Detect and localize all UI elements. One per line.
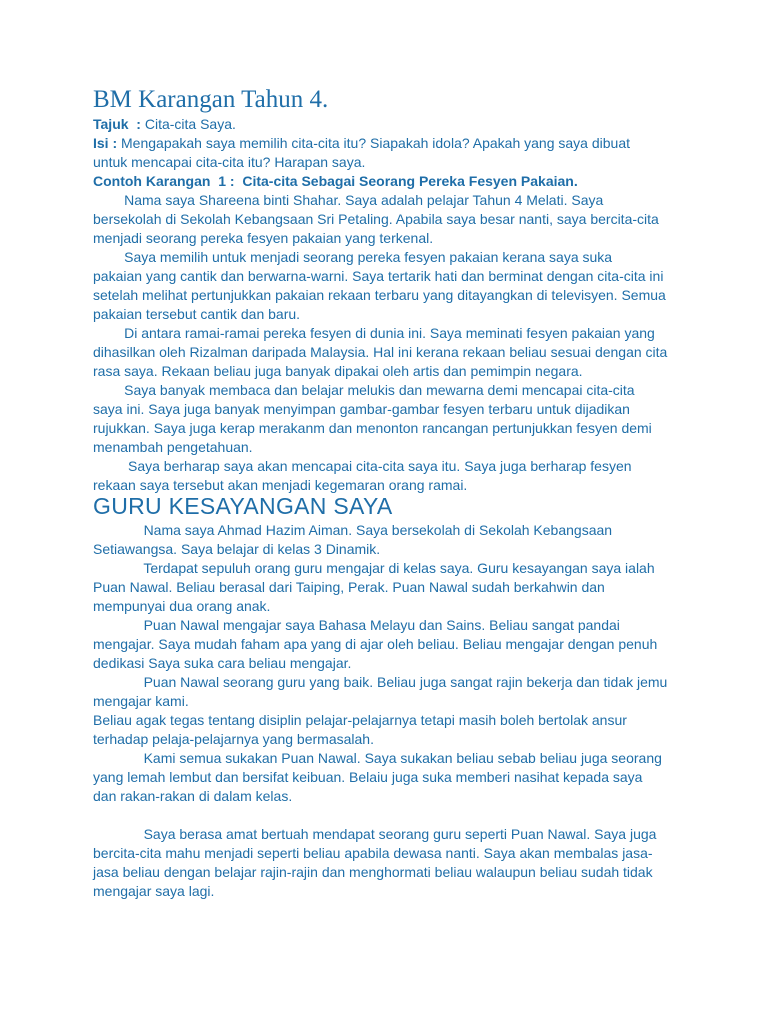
contoh-heading: Contoh Karangan 1 : Cita-cita Sebagai Seorang Pereka Fesyen Pakaian. [93, 173, 578, 189]
text-line: bercita-cita mahu menjadi seperti beliau apabila dewasa nanti. Saya akan membalas jasa- [93, 845, 653, 861]
isi-text: Mengapakah saya memilih cita-cita itu? Siapakah idola? Apakah yang saya dibuat [117, 135, 630, 151]
tajuk-label: Tajuk : [93, 116, 141, 132]
text-line: rujukkan. Saya juga kerap merakanm dan menonton rancangan pertunjukkan fesyen demi [93, 420, 652, 436]
text-line: mempunyai dua orang anak. [93, 598, 271, 614]
text-line: rekaan saya tersebut akan menjadi kegemaran orang ramai. [93, 477, 468, 493]
text-line: menjadi seorang pereka fesyen pakaian yang terkenal. [93, 230, 434, 246]
tajuk-line [93, 115, 693, 134]
isi-label: Isi : [93, 135, 118, 151]
text-line: terhadap pelaja-pelajarnya yang bermasalah. [93, 731, 374, 747]
isi-line-2: untuk mencapai cita-cita itu? Harapan saya. [93, 154, 366, 170]
text-line: Saya memilih untuk menjadi seorang pereka fesyen pakaian kerana saya suka [93, 249, 613, 265]
text-line: Puan Nawal seorang guru yang baik. Beliau juga sangat rajin bekerja dan tidak jemu [93, 674, 668, 690]
text-line: mengajar. Saya mudah faham apa yang di ajar oleh beliau. Beliau mengajar dengan penuh [93, 636, 658, 652]
text-line: dihasilkan oleh Rizalman daripada Malaysia. Hal ini kerana rekaan beliau sesuai dengan cita [93, 344, 668, 360]
text-line: bersekolah di Sekolah Kebangsaan Sri Petaling. Apabila saya besar nanti, saya bercita-cita [93, 211, 659, 227]
text-line: Puan Nawal mengajar saya Bahasa Melayu dan Sains. Beliau sangat pandai [93, 617, 620, 633]
text-line: Puan Nawal. Beliau berasal dari Taiping, Perak. Puan Nawal sudah berkahwin dan [93, 579, 605, 595]
guru-heading: GURU KESAYANGAN SAYA [93, 493, 393, 519]
text-line: pakaian yang cantik dan berwarna-warni. Saya tertarik hati dan berminat dengan cita-cita ini [93, 268, 664, 284]
text-line: setelah melihat pertunjukkan pakaian rekaan terbaru yang ditayangkan di televisyen. Semua [93, 287, 666, 303]
text-line: dedikasi Saya suka cara beliau mengajar. [93, 655, 352, 671]
text-line: Nama saya Ahmad Hazim Aiman. Saya bersekolah di Sekolah Kebangsaan [93, 522, 613, 538]
document-title: BM Karangan Tahun 4. [93, 86, 329, 113]
text-line: Setiawangsa. Saya belajar di kelas 3 Dinamik. [93, 541, 381, 557]
text-line: yang lemah lembut dan bersifat keibuan. Belaiu juga suka memberi nasihat kepada saya [93, 769, 643, 785]
text-line: Terdapat sepuluh orang guru mengajar di kelas saya. Guru kesayangan saya ialah [93, 560, 655, 576]
text-line: jasa beliau dengan belajar rajin-rajin dan menghormati beliau walaupun beliau sudah tidak [93, 864, 653, 880]
text-line: Kami semua sukakan Puan Nawal. Saya sukakan beliau sebab beliau juga seorang [93, 750, 662, 766]
text-line: rasa saya. Rekaan beliau juga banyak dipakai oleh artis dan pemimpin negara. [93, 363, 583, 379]
essay-header [93, 115, 693, 191]
text-line: menambah pengetahuan. [93, 439, 253, 455]
text-line: Nama saya Shareena binti Shahar. Saya adalah pelajar Tahun 4 Melati. Saya [93, 192, 604, 208]
text-line: Di antara ramai-ramai pereka fesyen di dunia ini. Saya meminati fesyen pakaian yang [93, 325, 655, 341]
tajuk-value: Cita-cita Saya. [140, 116, 236, 132]
text-line: mengajar kami. [93, 693, 189, 709]
karangan-1-body [93, 191, 693, 495]
text-line: Beliau agak tegas tentang disiplin pelajar-pelajarnya tetapi masih boleh bertolak ansur [93, 712, 627, 728]
text-line: mengajar saya lagi. [93, 883, 215, 899]
text-line [93, 806, 693, 825]
text-line: pakaian tersebut cantik dan baru. [93, 306, 301, 322]
guru-body [93, 521, 693, 901]
text-line: Saya berasa amat bertuah mendapat seorang guru seperti Puan Nawal. Saya juga [93, 826, 657, 842]
text-line: saya ini. Saya juga banyak menyimpan gambar-gambar fesyen terbaru untuk dijadikan [93, 401, 630, 417]
text-line: Saya berharap saya akan mencapai cita-cita saya itu. Saya juga berharap fesyen [93, 458, 632, 474]
text-line: dan rakan-rakan di dalam kelas. [93, 788, 293, 804]
isi-line [93, 134, 693, 153]
text-line: Saya banyak membaca dan belajar melukis dan mewarna demi mencapai cita-cita [93, 382, 635, 398]
